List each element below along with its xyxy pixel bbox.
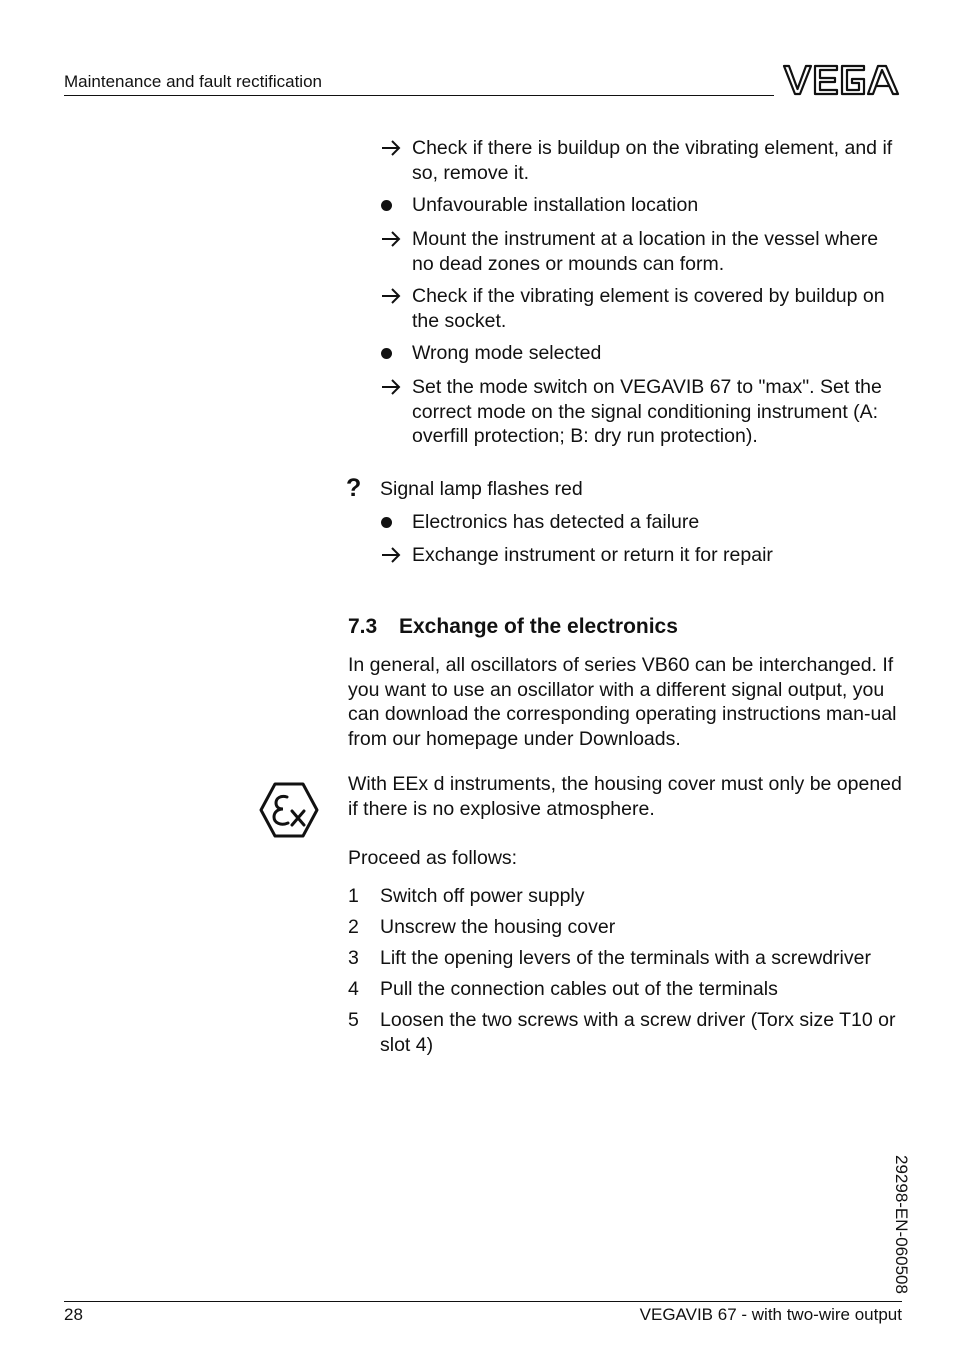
arrow-right-icon (380, 375, 410, 396)
step-text: Unscrew the housing cover (380, 916, 616, 938)
section-heading (348, 615, 678, 639)
bullet-icon (381, 348, 392, 359)
page-number: 28 (64, 1305, 83, 1324)
section-number: 7.3 (348, 615, 378, 638)
list-item-text: Set the mode switch on VEGAVIB 67 to "max". Set the correct mode on the signal conditioning instrument (A: overfill protection; B: dry run protection). (412, 376, 882, 447)
list-item-text: Exchange instrument or return it for repair (412, 544, 773, 566)
vega-logo (782, 62, 902, 98)
step-number: 4 (348, 978, 359, 1000)
list-item-text: Wrong mode selected (412, 342, 602, 364)
arrow-right-icon (380, 543, 410, 564)
section-title: Exchange of the electronics (399, 615, 678, 638)
ex-warning-note: With EEx d instruments, the housing cover must only be opened if there is no explosive atmosphere. (348, 773, 902, 820)
header-title: Maintenance and fault rectification (64, 72, 322, 91)
step-number: 1 (348, 885, 359, 907)
footer-title: VEGAVIB 67 - with two-wire output (639, 1305, 902, 1324)
list-item-text: Electronics has detected a failure (412, 511, 700, 533)
step-text: Pull the connection cables out of the terminals (380, 978, 778, 1000)
intro-paragraph: In general, all oscillators of series VB60 can be interchanged. If you want to use an oscillator with a different signal output, you can download the corresponding operating instructions man-ual from our homepage under Downloads. (348, 654, 897, 750)
document-number: 29298-EN-060508 (892, 1155, 911, 1294)
list-item-text: Check if the vibrating element is covered by buildup on the socket. (412, 285, 885, 332)
list-item-text: Unfavourable installation location (412, 194, 699, 216)
step-number: 5 (348, 1009, 359, 1031)
question-mark-icon: ? (346, 474, 362, 502)
footer-rule (64, 1301, 902, 1302)
list-item-text: Mount the instrument at a location in the vessel where no dead zones or mounds can form. (412, 228, 879, 275)
question-text: Signal lamp flashes red (380, 478, 583, 500)
step-number: 2 (348, 916, 359, 938)
arrow-right-icon (380, 227, 410, 248)
header-rule (64, 95, 774, 96)
list-item-text: Check if there is buildup on the vibrating element, and if so, remove it. (412, 137, 893, 184)
proceed-label: Proceed as follows: (348, 847, 518, 869)
bullet-icon (381, 517, 392, 528)
step-text: Switch off power supply (380, 885, 585, 907)
arrow-right-icon (380, 136, 410, 157)
arrow-right-icon (380, 284, 410, 305)
step-text: Loosen the two screws with a screw driver (Torx size T10 or slot 4) (380, 1009, 896, 1056)
ex-explosion-protection-icon (259, 782, 319, 838)
bullet-icon (381, 200, 392, 211)
step-number: 3 (348, 947, 359, 969)
step-text: Lift the opening levers of the terminals with a screwdriver (380, 947, 871, 969)
